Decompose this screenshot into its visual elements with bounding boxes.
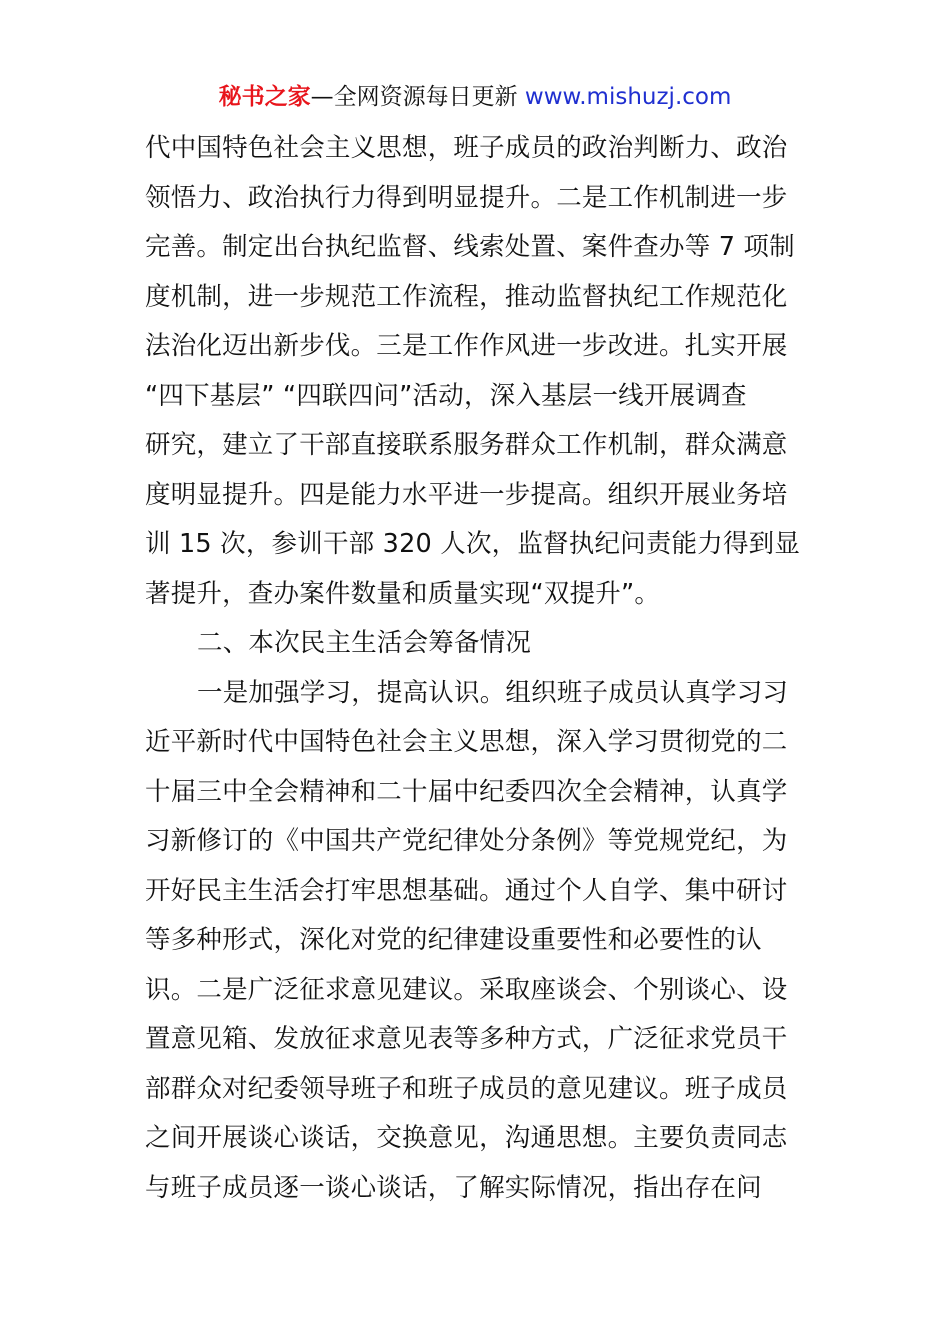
text-line: 部群众对纪委领导班子和班子成员的意见建议。班子成员 — [145, 1073, 788, 1104]
section-heading: 二、本次民主生活会筹备情况 — [197, 628, 532, 658]
text-line: 识。二是广泛征求意见建议。采取座谈会、个别谈心、设 — [145, 974, 788, 1005]
text-line: 训 15 次，参训干部 320 人次，监督执纪问责能力得到显 — [145, 529, 801, 559]
text-line: “四下基层” “四联四问”活动，深入基层一线开展调查 — [145, 380, 747, 411]
text-line: 开好民主生活会打牢思想基础。通过个人自学、集中研讨 — [145, 875, 788, 906]
header-tagline: —全网资源每日更新 — [310, 84, 518, 110]
paragraph-start: 一是加强学习，提高认识。组织班子成员认真学习习 — [197, 677, 789, 708]
text-line: 置意见箱、发放征求意见表等多种方式，广泛征求党员干 — [145, 1024, 788, 1054]
text-line: 著提升，查办案件数量和质量实现“双提升”。 — [145, 578, 661, 609]
document-body — [145, 124, 810, 1213]
text-line: 与班子成员逐一谈心谈话，了解实际情况，指出存在问 — [145, 1172, 762, 1203]
text-line: 习新修订的《中国共产党纪律处分条例》等党规党纪，为 — [145, 826, 788, 856]
text-line: 代中国特色社会主义思想，班子成员的政治判断力、政治 — [145, 133, 788, 163]
text-line: 领悟力、政治执行力得到明显提升。二是工作机制进一步 — [145, 182, 788, 213]
text-line: 十届三中全会精神和二十届中纪委四次全会精神，认真学 — [145, 776, 788, 807]
text-line: 近平新时代中国特色社会主义思想，深入学习贯彻党的二 — [145, 727, 788, 757]
site-url[interactable]: www.mishuzj.com — [524, 84, 732, 110]
brand-name: 秘书之家 — [218, 84, 311, 110]
text-line: 法治化迈出新步伐。三是工作作风进一步改进。扎实开展 — [145, 331, 788, 361]
page-header — [0, 80, 950, 114]
text-line: 研究，建立了干部直接联系服务群众工作机制，群众满意 — [145, 430, 788, 460]
text-line: 之间开展谈心谈话，交换意见，沟通思想。主要负责同志 — [145, 1123, 788, 1153]
text-line: 度机制，进一步规范工作流程，推动监督执纪工作规范化 — [145, 281, 788, 312]
text-line: 度明显提升。四是能力水平进一步提高。组织开展业务培 — [145, 479, 788, 510]
text-line: 完善。制定出台执纪监督、线索处置、案件查办等 7 项制 — [145, 232, 795, 262]
text-line: 等多种形式，深化对党的纪律建设重要性和必要性的认 — [145, 925, 762, 955]
